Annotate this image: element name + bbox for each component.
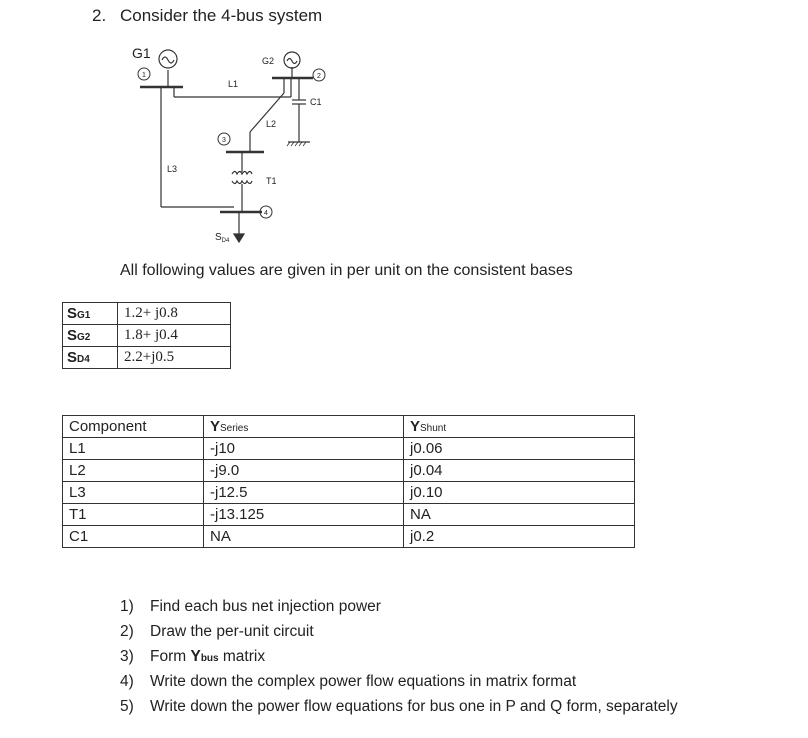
line-l2-label: L2: [266, 119, 277, 129]
list-item: 2) Draw the per-unit circuit: [120, 623, 314, 640]
component-table-header: [63, 416, 635, 438]
shunt-value: j0.04: [404, 460, 635, 482]
bus-3-number: 3: [222, 137, 226, 144]
question-text: Consider the 4-bus system: [120, 6, 323, 25]
transformer-label: T1: [266, 176, 277, 186]
power-label: SD4: [63, 347, 118, 369]
header-series: YSeries: [204, 416, 404, 438]
line-l1-label: L1: [228, 79, 239, 89]
series-value: -j13.125: [204, 504, 404, 526]
power-label: SG2: [63, 325, 118, 347]
component-table: [62, 415, 635, 548]
shunt-value: NA: [404, 504, 635, 526]
table-row: [63, 460, 635, 482]
four-bus-diagram: [0, 0, 808, 260]
series-value: -j10: [204, 438, 404, 460]
shunt-value: j0.06: [404, 438, 635, 460]
bus-4-number: 4: [264, 210, 268, 217]
table-row: [63, 526, 635, 548]
shunt-value: j0.10: [404, 482, 635, 504]
power-value: 1.8+ j0.4: [118, 325, 231, 347]
table-row: [63, 504, 635, 526]
component-name: L1: [63, 438, 204, 460]
question-number: 2.: [92, 6, 107, 25]
generator-1-label: G1: [132, 45, 151, 61]
power-value: 1.2+ j0.8: [118, 303, 231, 325]
shunt-value: j0.2: [404, 526, 635, 548]
power-value: 2.2+j0.5: [118, 347, 231, 369]
load-arrow: [234, 234, 244, 242]
generator-2-label: G2: [262, 56, 275, 66]
line-l3-label: L3: [167, 164, 178, 174]
component-name: L3: [63, 482, 204, 504]
transformer-winding-bottom: [232, 181, 252, 184]
list-item: 5) Write down the power flow equations for bus one in P and Q form, separately: [120, 698, 678, 715]
component-name: T1: [63, 504, 204, 526]
series-value: -j9.0: [204, 460, 404, 482]
list-item: 3) Form Ybus matrix: [120, 648, 266, 665]
load-label: $S_{D4}$: [215, 232, 230, 244]
bus-1-number: 1: [142, 72, 146, 79]
power-table: [62, 302, 231, 369]
list-item: 1) Find each bus net injection power: [120, 598, 381, 615]
power-row-sd4: [63, 347, 231, 369]
table-row: [63, 438, 635, 460]
power-row-sg2: [63, 325, 231, 347]
bus-2-number: 2: [317, 73, 321, 80]
header-component: Component: [63, 416, 204, 438]
task-list: [120, 596, 678, 721]
component-name: C1: [63, 526, 204, 548]
capacitor-label: C1: [310, 97, 322, 107]
table-row: [63, 482, 635, 504]
per-unit-note: All following values are given in per unit on the consistent bases: [120, 262, 573, 279]
component-name: L2: [63, 460, 204, 482]
series-value: NA: [204, 526, 404, 548]
series-value: -j12.5: [204, 482, 404, 504]
list-item: 4) Write down the complex power flow equations in matrix format: [120, 673, 577, 690]
power-label: SG1: [63, 303, 118, 325]
header-shunt: YShunt: [404, 416, 635, 438]
power-row-sg1: [63, 303, 231, 325]
